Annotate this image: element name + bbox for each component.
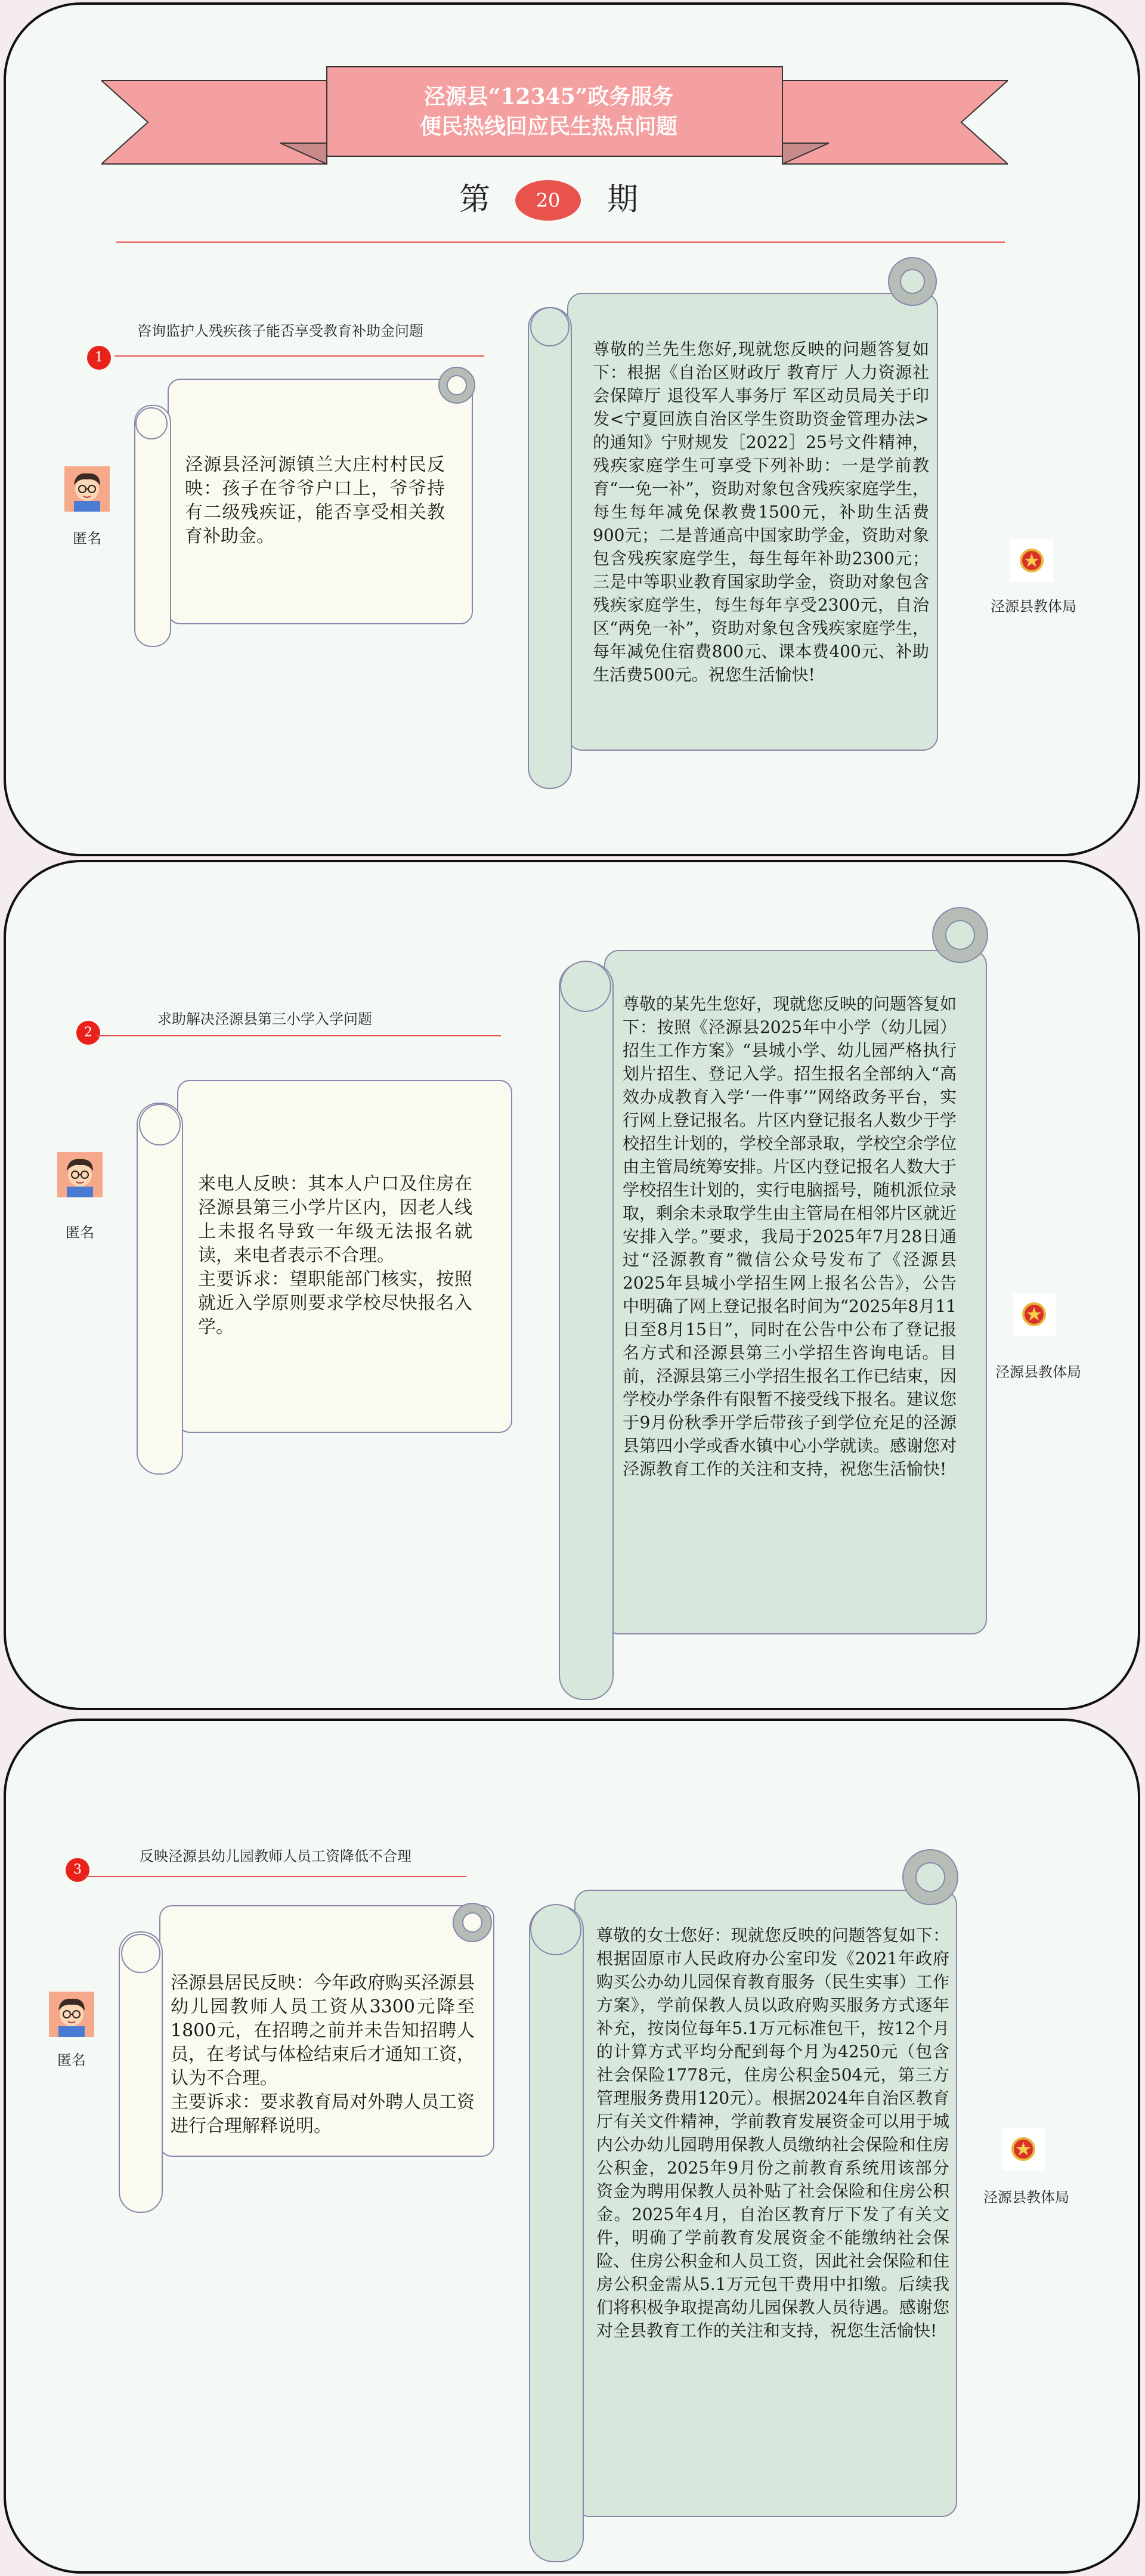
asker-name: 匿名	[66, 1224, 94, 1241]
banner-title	[327, 67, 770, 156]
topic-underline	[85, 1876, 466, 1877]
responder-name: 泾源县教体局	[991, 598, 1076, 615]
answer-text: 尊敬的女士您好：现就您反映的问题答复如下：根据固原市人民政府办公室印发《2021年政府购买公办幼儿园保育教育服务（民生实事）工作方案》，学前保教人员以政府购买服务方式逐年补充，按岗位每年5.1万元标准包干，按12个月的计算方式平均分配到每个月为4250元（包含社会保险1778元，住房公积金504元，第三方管理服务费用120元）。根据2024年自治区教育厅有关文件精神，学前教育发展资金可以用于城内公办幼儿园聘用保教人员缴纳社会保险和住房公积金，2025年9月份之前教育系统用该部分资金为聘用保教人员补贴了社会保险和住房公积金。2025年4月，自治区教育厅下发了有关文件，明确了学前教育发展资金不能缴纳社会保险、住房公积金和人员工资，因此社会保险和住房公积金需从5.1万元包干费用中扣缴。后续我们将积极争取提高幼儿园保教人员待遇。感谢您对全县教育工作的关注和支持，祝您生活愉快!	[596, 1925, 949, 2340]
avatar	[49, 1992, 94, 2037]
question-topic: 求助解决泾源县第三小学入学问题	[157, 1011, 372, 1027]
banner-title-line-1: 泾源县“12345”政务服务	[423, 84, 674, 109]
question-topic: 咨询监护人残疾孩子能否享受教育补助金问题	[137, 323, 423, 339]
avatar	[64, 466, 110, 512]
question-number-badge: 1	[87, 346, 111, 370]
answer-text: 尊敬的某先生您好，现就您反映的问题答复如下：按照《泾源县2025年中小学（幼儿园）招生工作方案》“县城小学、幼儿园严格执行划片招生、登记入学。招生报名全部纳入“高效办成教育入学‘一件事’”网络政务平台，实行网上登记报名。片区内登记报名人数少于学校招生计划的，学校全部录取，学校空余学位由主管局统筹安排。片区内登记报名人数大于学校招生计划的，实行电脑摇号，随机派位录取，剩余未录取学生由主管局在相邻片区就近安排入学。”要求，我局于2025年7月28日通过“泾源教育”微信公众号发布了《泾源县2025年县城小学招生网上报名公告》，公告中明确了网上登记报名时间为“2025年8月11日至8月15日”，同时在公告中公布了登记报名方式和泾源县第三小学招生咨询电话。目前，泾源县第三小学招生报名工作已结束，因学校办学条件有限暂不接受线下报名。建议您于9月份秋季开学后带孩子到学位充足的泾源县第四小学或香水镇中心小学就读。感谢您对泾源教育工作的关注和支持，祝您生活愉快!	[623, 994, 957, 1479]
responder-name: 泾源县教体局	[995, 1364, 1081, 1380]
emblem-icon	[1002, 2128, 1045, 2171]
asker-name: 匿名	[57, 2052, 86, 2069]
emblem-icon	[1010, 539, 1053, 582]
question-topic: 反映泾源县幼儿园教师人员工资降低不合理	[140, 1848, 411, 1865]
answer-text: 尊敬的兰先生您好,现就您反映的问题答复如下：根据《自治区财政厅 教育厅 人力资源社会保障厅 退役军人事务厅 军区动员局关于印发<宁夏回族自治区学生资助资金管理办法>的通知》宁财规发［2022］25号文件精神，残疾家庭学生可享受下列补助：一是学前教育“一免一补”，资助对象包含残疾家庭学生，每生每年减免保教费1500元，补助生活费900元；二是普通高中国家助学金，资助对象包含残疾家庭学生，每生每年补助2300元；三是中等职业教育国家助学金，资助对象包含残疾家庭学生，每生每年享受2300元，自治区“两免一补”，资助对象包含残疾家庭学生，每年减免住宿费800元、课本费400元、补助生活费500元。祝您生活愉快!	[593, 339, 929, 685]
question-number-badge: 2	[76, 1021, 100, 1045]
issue-prefix: 第	[459, 182, 491, 218]
issue-number-badge: 20	[515, 180, 581, 221]
emblem-icon	[1013, 1293, 1056, 1336]
question-text: 泾源县泾河源镇兰大庄村村民反映：孩子在爷爷户口上，爷爷持有二级残疾证，能否享受相关教育补助金。	[185, 454, 445, 547]
responder-name: 泾源县教体局	[983, 2189, 1069, 2206]
header-divider	[116, 242, 1005, 243]
banner-title-line-2: 便民热线回应民生热点问题	[419, 114, 677, 139]
question-text: 来电人反映：其本人户口及住房在泾源县第三小学片区内，因老人线上未报名导致一年级无法报名就读，来电者表示不合理。 主要诉求：望职能部门核实，按照就近入学原则要求学校尽快报名入学。	[198, 1174, 472, 1337]
question-number-badge: 3	[66, 1858, 89, 1882]
issue-suffix: 期	[607, 182, 639, 218]
topic-underline	[114, 355, 484, 357]
topic-underline	[95, 1035, 501, 1036]
question-text: 泾源县居民反映：今年政府购买泾源县幼儿园教师人员工资从3300元降至1800元，在招聘之前并未告知招聘人员，在考试与体检结束后才通知工资，认为不合理。 主要诉求：要求教育局对外聘人员工资进行合理解释说明。	[171, 1973, 475, 2137]
avatar	[57, 1152, 103, 1197]
asker-name: 匿名	[73, 530, 101, 547]
